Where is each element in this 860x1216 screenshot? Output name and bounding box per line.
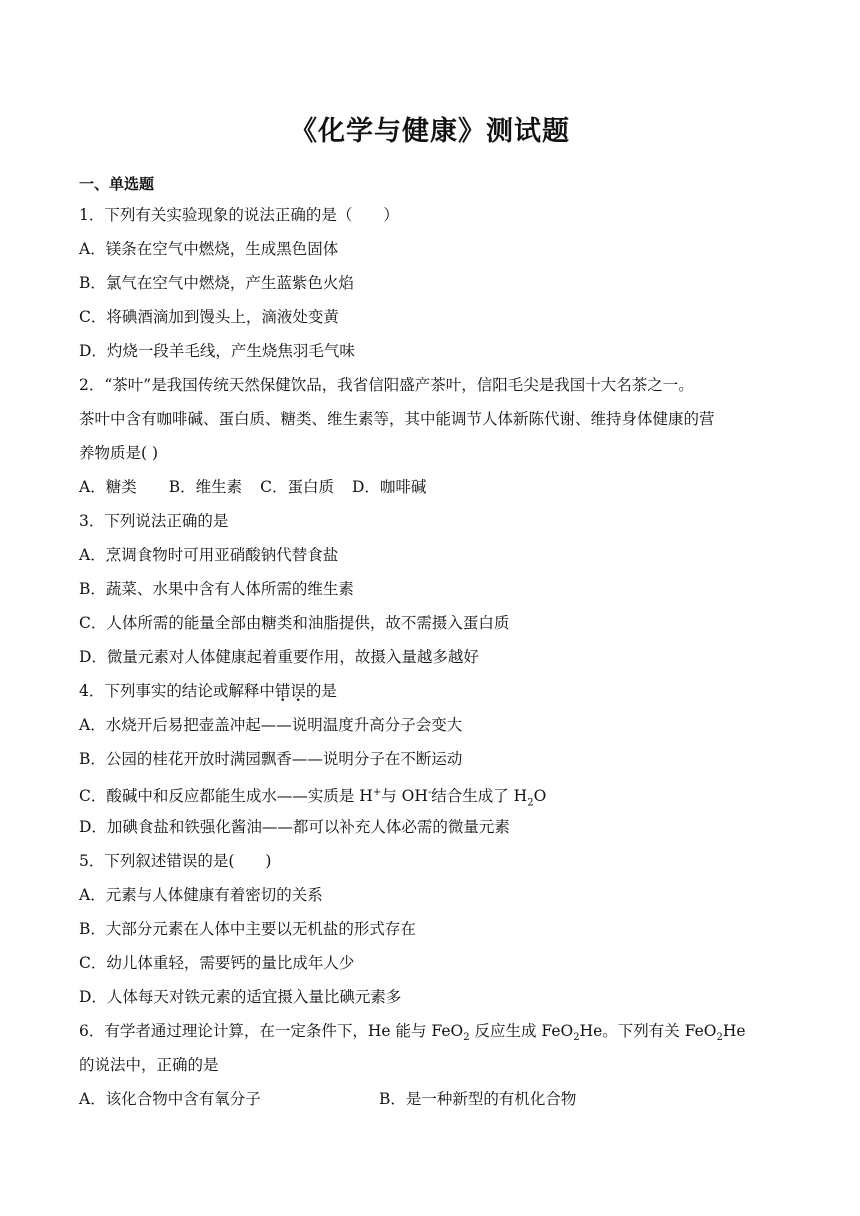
question-2-option-b: B．维生素: [168, 478, 243, 496]
question-4-option-c-text-4: O: [533, 787, 547, 806]
subscript-2: 2: [573, 1032, 580, 1044]
question-4-stem-post: 的是: [305, 682, 337, 700]
question-5-option-a: A．元素与人体健康有着密切的关系: [79, 886, 323, 904]
section-heading: 一、单选题: [79, 175, 155, 193]
question-5-option-d: D．人体每天对铁元素的适宜摄入量比碘元素多: [79, 988, 402, 1006]
subscript-2: 2: [527, 797, 534, 809]
emphasis-char-1: 错: [274, 682, 291, 700]
question-3-option-c: C．人体所需的能量全部由糖类和油脂提供，故不需摄入蛋白质: [79, 614, 510, 632]
emphasis-char-2: 误: [290, 682, 306, 700]
question-4-option-c-text-3: 结合生成了 H: [431, 787, 528, 806]
question-4-stem-pre: 4．下列事实的结论或解释中: [79, 682, 275, 700]
question-4-option-c: [79, 776, 789, 810]
question-1-option-a: A．镁条在空气中燃烧，生成黑色固体: [79, 240, 339, 258]
question-6-option-a: A．该化合物中含有氧分子: [79, 1090, 261, 1108]
question-6-text-1: 6．有学者通过理论计算，在一定条件下，He 能与 FeO: [79, 1022, 464, 1040]
question-1-option-c: C．将碘酒滴加到馒头上，滴液处变黄: [79, 308, 339, 326]
question-4-option-d: D．加碘食盐和铁强化酱油——都可以补充人体必需的微量元素: [79, 818, 510, 836]
question-5-stem: 5．下列叙述错误的是( ): [79, 852, 272, 870]
question-2-options: [79, 470, 789, 504]
question-6-option-b: B．是一种新型的有机化合物: [379, 1090, 577, 1108]
question-2-stem-line-3: 养物质是( ): [79, 444, 159, 462]
question-2-stem-line-1: 2．“茶叶”是我国传统天然保健饮品，我省信阳盛产茶叶，信阳毛尖是我国十大名茶之一。: [79, 376, 694, 394]
question-4-option-a: A．水烧开后易把壶盖冲起——说明温度升高分子会变大: [79, 716, 463, 734]
question-6-text-2: 反应生成 FeO: [469, 1022, 574, 1040]
question-2-stem-line-2: 茶叶中含有咖啡碱、蛋白质、糖类、维生素等，其中能调节人体新陈代谢、维持身体健康的营: [79, 410, 715, 428]
question-6-text-3: He。下列有关 FeO: [579, 1022, 717, 1040]
question-2-option-c: C．蛋白质: [260, 478, 334, 496]
question-6-text-4: He: [722, 1022, 746, 1040]
question-list: [79, 198, 789, 1116]
subscript-2: 2: [463, 1032, 470, 1044]
question-5-option-c: C．幼儿体重轻，需要钙的量比成年人少: [79, 954, 355, 972]
question-1-stem: 1．下列有关实验现象的说法正确的是（ ）: [79, 206, 399, 224]
question-6-options: [79, 1082, 789, 1116]
superscript-plus: +: [372, 787, 382, 798]
question-4-option-c-text-1: C．酸碱中和反应都能生成水——实质是 H: [79, 787, 373, 806]
question-3-option-b: B．蔬菜、水果中含有人体所需的维生素: [79, 580, 354, 598]
question-3-stem: 3．下列说法正确的是: [79, 512, 229, 530]
question-4-option-b: B．公园的桂花开放时满园飘香——说明分子在不断运动: [79, 750, 463, 768]
question-6-stem-line-1: [79, 1014, 789, 1048]
question-3-option-a: A．烹调食物时可用亚硝酸钠代替食盐: [79, 546, 339, 564]
subscript-2: 2: [716, 1032, 723, 1044]
question-5-option-b: B．大部分元素在人体中主要以无机盐的形式存在: [79, 920, 416, 938]
question-4-emphasis: [275, 682, 306, 700]
superscript-minus: -: [427, 787, 432, 798]
question-2-option-a: A．糖类: [79, 478, 137, 496]
question-4-option-c-text-2: 与 OH: [381, 787, 428, 806]
question-2-option-d: D．咖啡碱: [351, 478, 427, 496]
question-3-option-d: D．微量元素对人体健康起着重要作用，故摄入量越多越好: [79, 648, 479, 666]
question-6-stem-line-2: 的说法中，正确的是: [79, 1056, 219, 1074]
question-1-option-b: B．氯气在空气中燃烧，产生蓝紫色火焰: [79, 274, 354, 292]
question-1-option-d: D．灼烧一段羊毛线，产生烧焦羽毛气味: [79, 342, 355, 360]
question-4-stem: [79, 674, 789, 708]
page-title: 《化学与健康》测试题: [290, 116, 570, 147]
